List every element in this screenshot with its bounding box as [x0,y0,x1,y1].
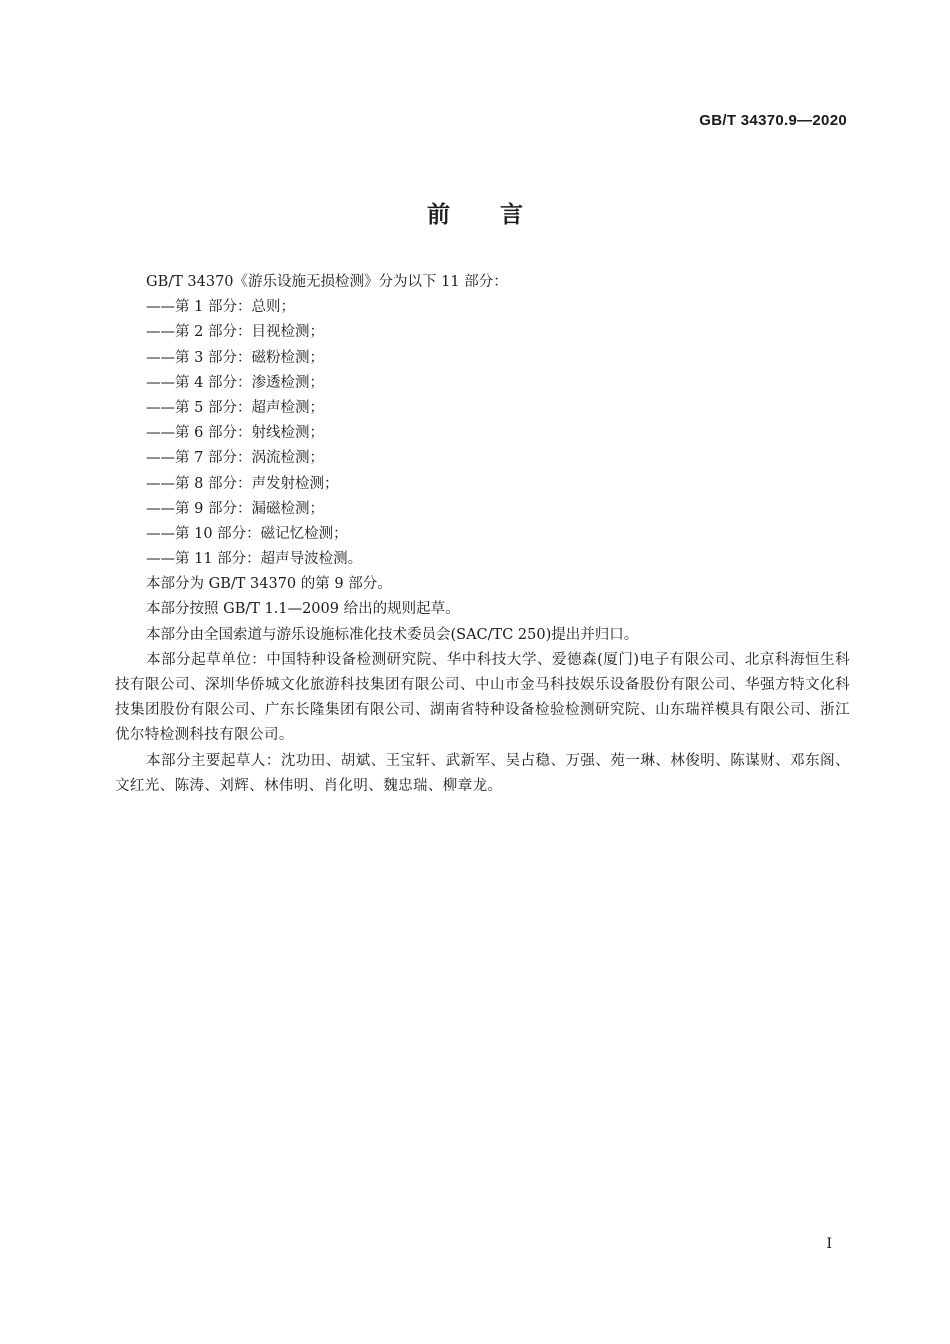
intro-line: GB/T 34370《游乐设施无损检测》分为以下 11 部分： [146,274,508,290]
list-item: ——第 1 部分：总则； [146,299,295,316]
drafting-units-paragraph: 本部分起草单位：中国特种设备检测研究院、华中科技大学、爱德森(厦门)电子有限公司、北京科海恒生科技有限公司、深圳华侨城文化旅游科技集团有限公司、中山市金马科技娱乐设备股份有限公司、华强方特文化科技集团股份有限公司、广东长隆集团有限公司、湖南省特种设备检验检测研究院、山东瑞祥模具有限公司、浙江优尔特检测科技有限公司。 [115,651,850,744]
page-title: 前言 [427,202,573,228]
foreword-body [115,270,850,799]
list-item: ——第 7 部分：涡流检测； [146,450,324,467]
page-number: I [826,1236,832,1252]
list-item: ——第 8 部分：声发射检测； [146,475,339,492]
list-item: ——第 5 部分：超声检测； [146,399,324,416]
list-item: ——第 3 部分：磁粉检测； [146,349,324,366]
list-item: ——第 4 部分：渗透检测； [146,374,324,391]
parts-list [115,295,850,572]
drafters-paragraph: 本部分主要起草人：沈功田、胡斌、王宝轩、武新军、吴占稳、万强、苑一琳、林俊明、陈谋财、邓东阁、文红光、陈涛、刘辉、林伟明、肖化明、魏忠瑞、柳章龙。 [115,752,850,794]
list-item: ——第 6 部分：射线检测； [146,425,324,442]
statement-drafting-rules: 本部分按照 GB/T 1.1—2009 给出的规则起草。 [146,601,460,618]
list-item: ——第 9 部分：漏磁检测； [146,500,324,517]
list-item: ——第 11 部分：超声导波检测。 [146,551,363,568]
statement-part-number: 本部分为 GB/T 34370 的第 9 部分。 [146,576,392,593]
list-item: ——第 2 部分：目视检测； [146,324,324,341]
list-item: ——第 10 部分：磁记忆检测； [146,525,348,542]
statement-committee: 本部分由全国索道与游乐设施标准化技术委员会(SAC/TC 250)提出并归口。 [146,626,639,643]
standard-code: GB/T 34370.9—2020 [699,112,847,129]
